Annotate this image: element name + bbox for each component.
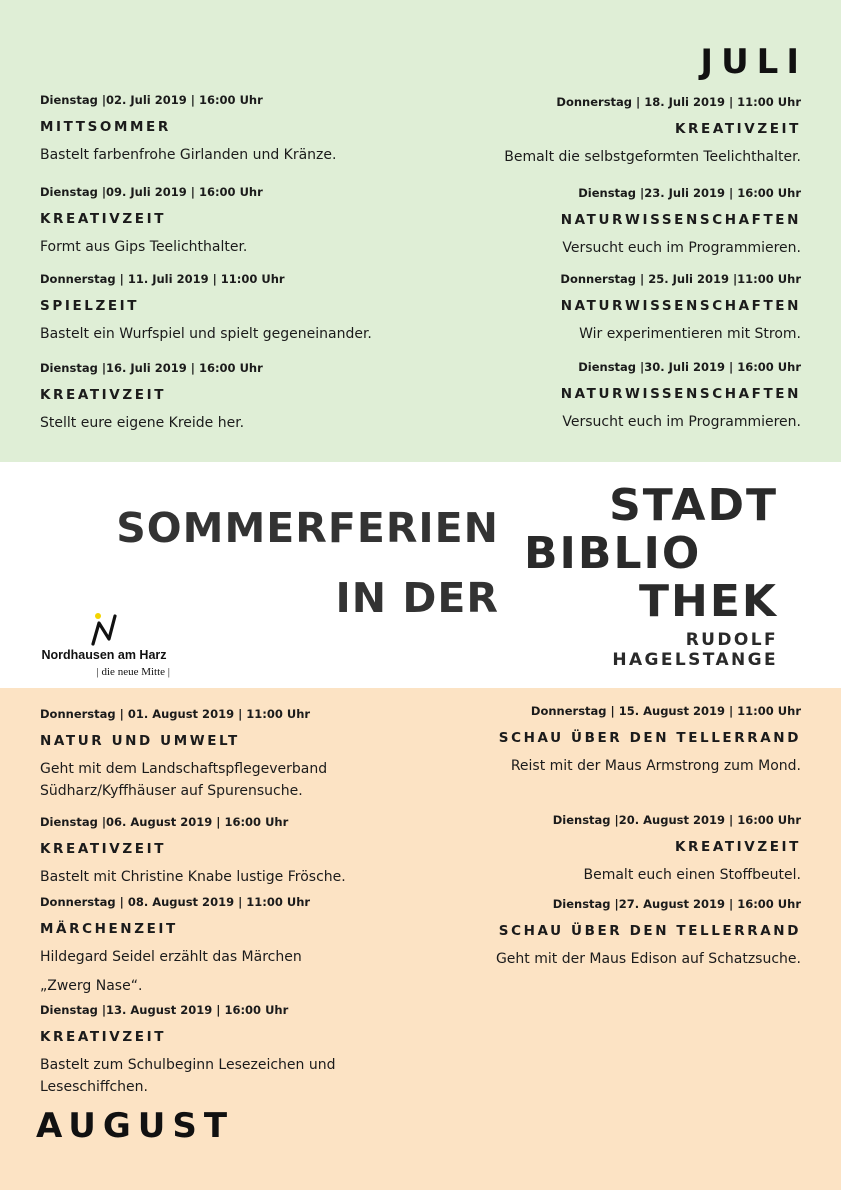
event-description: Bastelt ein Wurfspiel und spielt gegeneinander. [40,326,372,342]
event-description-line: Leseschiffchen. [40,1079,148,1095]
event-description: Bemalt die selbstgeformten Teelichthalter. [504,149,801,165]
august-event [496,897,801,970]
event-date: Dienstag |09. Juli 2019 | 16:00 Uhr [40,185,263,199]
banner-line-1: SOMMERFERIEN [116,504,499,552]
library-logo-line-1: STADT [609,480,778,531]
event-date: Dienstag |06. August 2019 | 16:00 Uhr [40,815,289,829]
july-event [40,272,372,345]
city-tagline: | die neue Mitte | [96,666,170,678]
event-description-line: Südharz/Kyffhäuser auf Spurensuche. [40,783,303,799]
july-event [561,186,801,259]
event-date: Donnerstag | 18. Juli 2019 | 11:00 Uhr [556,95,801,109]
event-description [40,946,310,997]
august-event [499,704,801,777]
event-description: Bemalt euch einen Stoffbeutel. [583,867,801,883]
event-title: KREATIVZEIT [674,839,801,855]
event-date: Donnerstag | 08. August 2019 | 11:00 Uhr [40,895,311,909]
event-description: Stellt eure eigene Kreide her. [40,415,245,431]
event-date: Dienstag |16. Juli 2019 | 16:00 Uhr [40,361,263,375]
event-title: SPIELZEIT [40,298,140,314]
library-logo [524,482,778,670]
event-title: NATURWISSENSCHAFTEN [560,298,801,314]
august-event [40,707,327,802]
event-title: KREATIVZEIT [674,121,801,137]
event-title: NATUR UND UMWELT [40,733,240,749]
event-description: Geht mit der Maus Edison auf Schatzsuche. [495,951,801,967]
august-event [40,815,346,888]
event-title: NATURWISSENSCHAFTEN [560,386,801,402]
event-date: Dienstag |30. Juli 2019 | 16:00 Uhr [578,360,801,374]
city-name: Nordhausen am Harz [41,648,167,662]
event-date: Dienstag |02. Juli 2019 | 16:00 Uhr [40,93,263,107]
july-event [40,93,336,166]
event-description: Versucht euch im Programmieren. [562,240,801,256]
event-description: Versucht euch im Programmieren. [562,414,801,430]
banner-headline [116,500,499,626]
august-event [553,813,801,886]
event-date: Dienstag |20. August 2019 | 16:00 Uhr [552,813,801,827]
event-title: NATURWISSENSCHAFTEN [560,212,801,228]
event-date: Donnerstag | 25. Juli 2019 |11:00 Uhr [560,272,801,286]
event-description-line: Bastelt zum Schulbeginn Lesezeichen und [40,1057,336,1073]
event-title: KREATIVZEIT [40,211,167,227]
event-title: KREATIVZEIT [40,1029,167,1045]
july-heading: JULI [700,42,807,82]
event-title: SCHAU ÜBER DEN TELLERRAND [498,923,801,939]
event-description: Wir experimentieren mit Strom. [579,326,801,342]
july-event [560,272,801,345]
event-description-line: Hildegard Seidel erzählt das Märchen [40,949,302,965]
event-description: Reist mit der Maus Armstrong zum Mond. [510,758,801,774]
event-date: Donnerstag | 01. August 2019 | 11:00 Uhr [40,707,311,721]
event-description [40,1054,335,1098]
event-title: KREATIVZEIT [40,387,167,403]
event-description-line: „Zwerg Nase“. [40,978,143,994]
library-logo-line-3: THEK [639,576,778,627]
august-event [40,895,310,997]
event-title: MITTSOMMER [40,119,171,135]
event-title: SCHAU ÜBER DEN TELLERRAND [498,730,801,746]
event-description: Bastelt mit Christine Knabe lustige Frösche. [40,869,346,885]
library-logo-line-2: BIBLIO [524,528,702,579]
july-event [40,361,263,434]
event-date: Donnerstag | 11. Juli 2019 | 11:00 Uhr [40,272,285,286]
event-description: Formt aus Gips Teelichthalter. [40,239,248,255]
event-date: Donnerstag | 15. August 2019 | 11:00 Uhr [530,704,801,718]
event-description-line: Geht mit dem Landschaftspflegeverband [40,761,328,777]
event-date: Dienstag |23. Juli 2019 | 16:00 Uhr [578,186,801,200]
library-logo-subtitle: RUDOLF HAGELSTANGE [612,630,778,670]
city-emblem-icon [89,612,119,646]
event-date: Dienstag |27. August 2019 | 16:00 Uhr [552,897,801,911]
july-event [504,95,801,168]
banner-line-2: IN DER [335,574,499,622]
july-event [40,185,263,258]
event-title: KREATIVZEIT [40,841,167,857]
july-event [561,360,801,433]
august-event [40,1003,335,1098]
event-description: Bastelt farbenfrohe Girlanden und Kränze. [40,147,337,163]
event-date: Dienstag |13. August 2019 | 16:00 Uhr [40,1003,289,1017]
event-description [40,758,327,802]
city-logo [34,612,174,678]
event-title: MÄRCHENZEIT [40,921,178,937]
august-heading: AUGUST [36,1106,235,1146]
